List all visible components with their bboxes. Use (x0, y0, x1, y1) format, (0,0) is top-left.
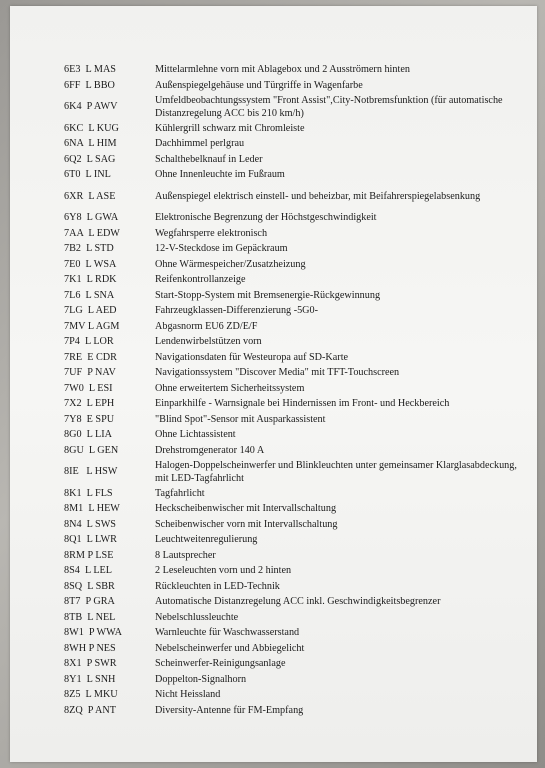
list-item (60, 579, 520, 595)
option-code: 7RE E CDR (64, 351, 117, 363)
printed-sheet (10, 6, 537, 762)
option-code: 8GU L GEN (64, 444, 119, 456)
equipment-code-list (60, 62, 520, 718)
option-description: Heckscheibenwischer mit Intervallschaltung (155, 503, 337, 515)
option-code: 8SQ L SBR (64, 580, 115, 592)
option-description: Außenspiegelgehäuse und Türgriffe in Wagenfarbe (155, 79, 363, 91)
option-code: 7MV L AGM (64, 320, 120, 332)
option-description: 8 Lautsprecher (155, 549, 216, 561)
option-description: Elektronische Begrenzung der Höchstgeschwindigkeit (155, 212, 377, 224)
option-code: 7LG L AED (64, 305, 117, 317)
option-code: 7B2 L STD (64, 243, 114, 255)
option-code: 8WH P NES (64, 642, 116, 654)
option-code: 8G0 L LIA (64, 429, 113, 441)
list-item (60, 548, 520, 564)
list-item (60, 136, 520, 152)
option-description: Scheinwerfer-Reinigungsanlage (155, 658, 286, 670)
option-description: Mittelarmlehne vorn mit Ablagebox und 2 Ausströmern hinten (155, 64, 410, 76)
list-item (60, 625, 520, 641)
list-item (60, 183, 520, 211)
option-code: 7K1 L RDK (64, 274, 117, 286)
list-item (60, 458, 520, 486)
option-description: Ohne Innenleuchte im Fußraum (155, 169, 285, 181)
list-item (60, 656, 520, 672)
list-item (60, 594, 520, 610)
option-code: 6E3 L MAS (64, 64, 116, 76)
list-item (60, 610, 520, 626)
list-item (60, 443, 520, 459)
list-item (60, 272, 520, 288)
option-description: Außenspiegel elektrisch einstell- und beheizbar, mit Beifahrerspiegelabsenkung (155, 190, 481, 202)
option-description: Wegfahrsperre elektronisch (155, 227, 268, 239)
option-code: 8RM P LSE (64, 549, 114, 561)
list-item (60, 319, 520, 335)
list-item (60, 703, 520, 719)
option-description: Halogen-Doppelscheinwerfer und Blinkleuchten unter gemeinsamer Klarglasabdeckung, mit LED-Tagfahrlicht (155, 459, 517, 484)
list-item (60, 427, 520, 443)
option-code: 6XR L ASE (64, 190, 116, 202)
option-code: 7L6 L SNA (64, 289, 115, 301)
option-code: 7W0 L ESI (64, 382, 113, 394)
list-item (60, 381, 520, 397)
list-item (60, 532, 520, 548)
option-code: 6Y8 L GWA (64, 212, 119, 224)
list-item (60, 62, 520, 78)
option-code: 8W1 P WWA (64, 627, 123, 639)
option-description: Fahrzeugklassen-Differenzierung -5G0- (155, 305, 319, 317)
list-item (60, 226, 520, 242)
option-code: 8Z5 L MKU (64, 689, 118, 701)
option-code: 6Q2 L SAG (64, 153, 116, 165)
option-description: Navigationsdaten für Westeuropa auf SD-Karte (155, 351, 349, 363)
option-description: Drehstromgenerator 140 A (155, 444, 265, 456)
list-item (60, 501, 520, 517)
option-code: 8T7 P GRA (64, 596, 115, 608)
list-item (60, 121, 520, 137)
option-description: Dachhimmel perlgrau (155, 138, 245, 150)
option-description: Kühlergrill schwarz mit Chromleiste (155, 122, 305, 134)
option-description: Ohne Lichtassistent (155, 429, 236, 441)
list-item (60, 517, 520, 533)
option-description: Automatische Distanzregelung ACC inkl. Geschwindigkeitsbegrenzer (155, 596, 441, 608)
option-code: 8X1 P SWR (64, 658, 117, 670)
option-code: 7X2 L EPH (64, 398, 115, 410)
option-description: Doppelton-Signalhorn (155, 673, 247, 685)
option-description: Warnleuchte für Waschwasserstand (155, 627, 300, 639)
option-description: Umfeldbeobachtungssystem "Front Assist",City-Notbremsfunktion (für automatische Distanzregelung ACC bis 210 km/h) (155, 94, 503, 119)
list-item (60, 412, 520, 428)
list-item (60, 672, 520, 688)
option-description: Navigationssystem "Discover Media" mit TFT-Touchscreen (155, 367, 400, 379)
option-description: Schalthebelknauf in Leder (155, 153, 263, 165)
option-description: Tagfahrlicht (155, 487, 205, 499)
option-code: 8Y1 L SNH (64, 673, 116, 685)
option-code: 8N4 L SWS (64, 518, 116, 530)
option-code: 6T0 L INL (64, 169, 111, 181)
option-code: 8K1 L FLS (64, 487, 113, 499)
option-code: 6FF L BBO (64, 79, 115, 91)
list-item (60, 303, 520, 319)
option-code: 8IE L HSW (64, 466, 118, 478)
option-description: Start-Stopp-System mit Bremsenergie-Rückgewinnung (155, 289, 381, 301)
option-code: 7E0 L WSA (64, 258, 117, 270)
list-item (60, 641, 520, 657)
option-description: 2 Leseleuchten vorn und 2 hinten (155, 565, 292, 577)
option-description: Einparkhilfe - Warnsignale bei Hindernissen im Front- und Heckbereich (155, 398, 450, 410)
list-item (60, 93, 520, 121)
option-code: 6NA L HIM (64, 138, 117, 150)
list-item (60, 78, 520, 94)
option-code: 8S4 L LEL (64, 565, 113, 577)
option-code: 8TB L NEL (64, 611, 116, 623)
list-item (60, 210, 520, 226)
option-description: Reifenkontrollanzeige (155, 274, 246, 286)
option-code: 7UF P NAV (64, 367, 116, 379)
option-description: Abgasnorm EU6 ZD/E/F (155, 320, 258, 332)
list-item (60, 350, 520, 366)
list-item (60, 396, 520, 412)
option-code: 8ZQ P ANT (64, 704, 116, 716)
list-item (60, 486, 520, 502)
list-item (60, 334, 520, 350)
list-item (60, 241, 520, 257)
option-code: 6KC L KUG (64, 122, 119, 134)
list-item (60, 257, 520, 273)
option-description: Nebelscheinwerfer und Abbiegelicht (155, 642, 305, 654)
option-description: Diversity-Antenne für FM-Empfang (155, 704, 304, 716)
option-description: Lendenwirbelstützen vorn (155, 336, 262, 348)
option-code: 8Q1 L LWR (64, 534, 117, 546)
option-description: "Blind Spot"-Sensor mit Ausparkassistent (155, 413, 326, 425)
option-description: Scheibenwischer vorn mit Intervallschaltung (155, 518, 338, 530)
option-code: 6K4 P AWV (64, 101, 118, 113)
list-item (60, 152, 520, 168)
list-item (60, 288, 520, 304)
list-item (60, 167, 520, 183)
option-code: 8M1 L HEW (64, 503, 120, 515)
option-description: Rückleuchten in LED-Technik (155, 580, 280, 592)
option-description: Leuchtweitenregulierung (155, 534, 258, 546)
option-description: 12-V-Steckdose im Gepäckraum (155, 243, 288, 255)
option-description: Ohne Wärmespeicher/Zusatzheizung (155, 258, 306, 270)
option-code: 7AA L EDW (64, 227, 120, 239)
list-item (60, 365, 520, 381)
option-description: Nebelschlussleuchte (155, 611, 239, 623)
option-code: 7Y8 E SPU (64, 413, 115, 425)
option-description: Nicht Heissland (155, 689, 221, 701)
option-code: 7P4 L LOR (64, 336, 114, 348)
list-item (60, 563, 520, 579)
option-description: Ohne erweitertem Sicherheitssystem (155, 382, 305, 394)
list-item (60, 687, 520, 703)
